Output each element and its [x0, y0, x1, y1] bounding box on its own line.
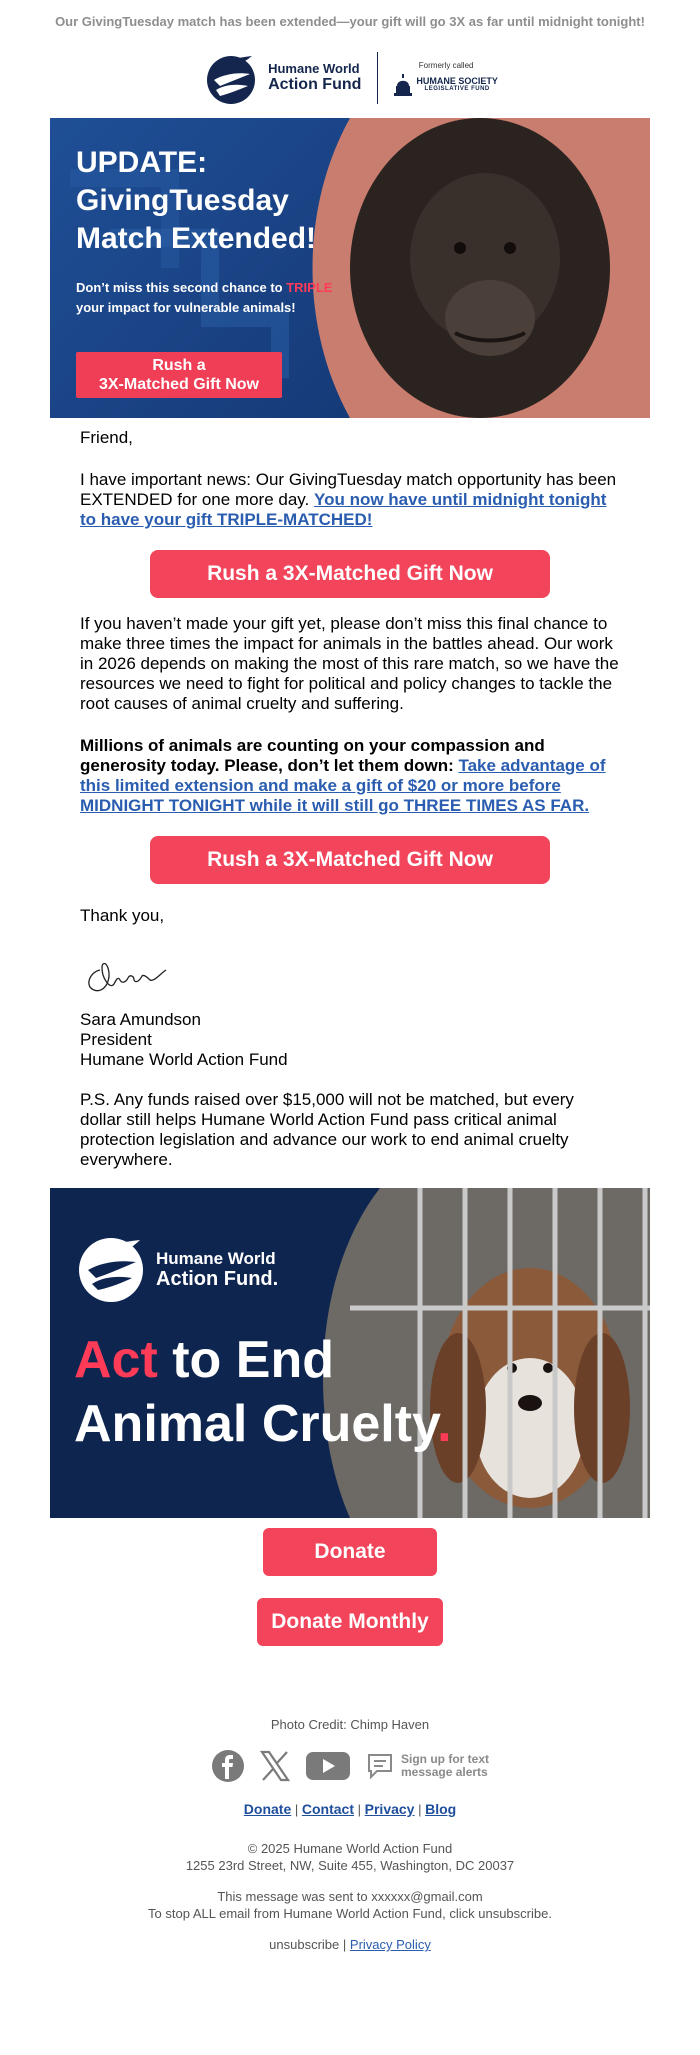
logo-line-1: Humane World [268, 61, 360, 76]
social-links [0, 1749, 700, 1783]
signer-name: Sara Amundson [80, 1010, 201, 1029]
hero-subtitle: Don’t miss this second chance to TRIPLE your impact for vulnerable animals! [76, 280, 333, 315]
footer-links: Donate | Contact | Privacy | Blog [243, 1801, 457, 1817]
former-name-line-1: HUMANE SOCIETY [416, 76, 498, 86]
hero-banner[interactable] [50, 118, 650, 418]
banner-dove-logo-icon [74, 1232, 148, 1306]
donate-button[interactable]: Donate [263, 1528, 437, 1576]
letter-body [80, 428, 620, 1170]
greeting: Friend, [80, 428, 133, 447]
capitol-dome-icon [394, 74, 412, 96]
facebook-icon[interactable] [211, 1749, 245, 1783]
youtube-icon[interactable] [305, 1750, 351, 1782]
former-name-logo [394, 61, 498, 96]
hero-title-line-1: UPDATE: [76, 146, 208, 179]
thank-you: Thank you, [80, 906, 165, 925]
paragraph-2: If you haven’t made your gift yet, please don’t miss this final chance to make three times the impact for animals in the battles ahead. Our work in 2026 depends on making the most of this rare match, so we have the resources we need to fight for political and policy changes to tackle the root causes of animal cruelty and suffering. [80, 614, 619, 713]
banner-logo-line-2: Action Fund. [156, 1267, 279, 1290]
hero-triple-highlight: TRIPLE [286, 280, 333, 295]
dove-logo-icon [202, 50, 260, 106]
footer-link-privacy[interactable]: Privacy [364, 1801, 415, 1817]
x-twitter-icon[interactable] [259, 1750, 291, 1782]
preheader-text: Our GivingTuesday match has been extended—your gift will go 3X as far until midnight tonight! [55, 14, 645, 29]
paragraph-3: Millions of animals are counting on your compassion and generosity today. Please, don’t let them down: Take advantage of this limited extension and make a gift of $20 or more before MIDNIGHT TONIGHT while it will still go THREE TIMES AS FAR. [80, 736, 606, 815]
rush-gift-button-2[interactable]: Rush a 3X-Matched Gift Now [150, 836, 550, 884]
former-name-line-2: LEGISLATIVE FUND [424, 86, 490, 92]
signer-title: President [80, 1030, 152, 1049]
banner-logo [74, 1232, 278, 1306]
sms-signup[interactable]: Sign up for text message alerts [365, 1751, 489, 1781]
chat-bubble-icon [365, 1751, 395, 1781]
privacy-policy-link[interactable]: Privacy Policy [349, 1937, 431, 1952]
banner-logo-line-1: Humane World [156, 1248, 276, 1268]
hero-gift-button[interactable]: Rush a 3X-Matched Gift Now [76, 352, 282, 398]
logo-row [0, 38, 700, 118]
mailing-address: 1255 23rd Street, NW, Suite 455, Washington, DC 20037 [185, 1858, 515, 1873]
logo-divider [377, 52, 378, 104]
hero-title-line-3: Match Extended! [76, 222, 317, 255]
donate-monthly-button[interactable]: Donate Monthly [257, 1598, 443, 1646]
sent-to-notice: This message was sent to xxxxxx@gmail.com [217, 1889, 483, 1904]
logo-line-2: Action Fund [268, 76, 362, 93]
formerly-called-label: Formerly called [418, 60, 474, 70]
rush-gift-button-1[interactable]: Rush a 3X-Matched Gift Now [150, 550, 550, 598]
humane-world-logo[interactable] [202, 50, 361, 106]
footer: Photo Credit: Chimp Haven Sign up for text message alerts Donate | Contact | Privacy | Blog © 2025 Humane World Action Fund 1255 23rd Street, NW, Suite 455, Washington, DC 20037 This message was sent to xxxxxx@gmail.com To stop ALL email from Humane World Action Fund, click unsubscribe. unsubscribe | Privacy Policy [0, 1716, 700, 1953]
act-banner[interactable] [50, 1188, 650, 1518]
limited-extension-link[interactable]: Take advantage of this limited extension and make a gift of $20 or more before MIDNIGHT TONIGHT while it will still go THREE TIMES AS FAR. [80, 756, 606, 815]
headline-act: Act [74, 1331, 158, 1389]
footer-link-blog[interactable]: Blog [425, 1801, 457, 1817]
banner-headline: Act to End Animal Cruelty. [74, 1331, 452, 1453]
footer-link-contact[interactable]: Contact [301, 1801, 354, 1817]
unsubscribe-link[interactable]: unsubscribe [269, 1937, 340, 1952]
postscript: P.S. Any funds raised over $15,000 will not be matched, but every dollar still helps Humane World Action Fund pass critical animal protection legislation and advance our work to end animal cruelty everywhere. [80, 1090, 574, 1169]
stop-email-notice: To stop ALL email from Humane World Action Fund, click unsubscribe. [148, 1906, 552, 1921]
midnight-deadline-link[interactable]: You now have until midnight tonight to have your gift TRIPLE-MATCHED! [80, 490, 607, 529]
footer-link-donate[interactable]: Donate [243, 1801, 292, 1817]
photo-credit: Photo Credit: Chimp Haven [270, 1717, 430, 1732]
copyright: © 2025 Humane World Action Fund [247, 1841, 453, 1856]
signer-org: Humane World Action Fund [80, 1050, 288, 1069]
paragraph-1: I have important news: Our GivingTuesday match opportunity has been EXTENDED for one more day. You now have until midnight tonight to have your gift TRIPLE-MATCHED! [80, 470, 617, 529]
hero-title-line-2: GivingTuesday [76, 184, 289, 217]
signature [80, 940, 620, 1002]
signature-image [80, 940, 190, 1002]
